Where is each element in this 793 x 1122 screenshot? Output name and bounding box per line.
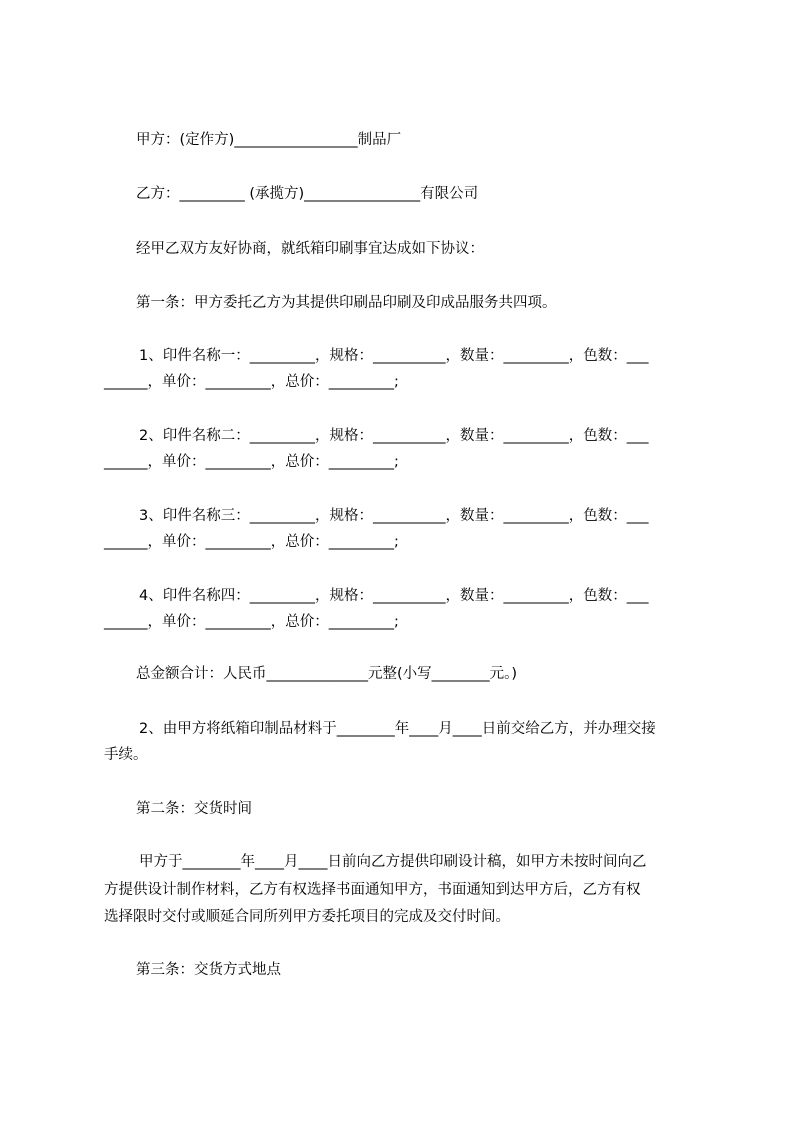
materials-clause-line-2: 手续。 [104, 747, 148, 763]
print-item-2-line-2: ______，单价：_________，总价：_________; [104, 454, 399, 470]
delivery-clause-line-1: 甲方于________年____月____日前向乙方提供印刷设计稿，如甲方未按时间向乙 [139, 854, 647, 870]
print-item-3-line-2: ______，单价：_________，总价：_________; [104, 534, 399, 550]
total-amount-line: 总金额合计：人民币______________元整(小写________元。) [136, 666, 518, 682]
article-1-heading: 第一条：甲方委托乙方为其提供印刷品印刷及印成品服务共四项。 [136, 295, 557, 311]
delivery-clause-line-3: 选择限时交付或顺延合同所列甲方委托项目的完成及交付时间。 [104, 909, 510, 925]
print-item-1-line-2: ______，单价：_________，总价：_________; [104, 374, 399, 390]
article-3-heading: 第三条：交货方式地点 [136, 962, 281, 978]
print-item-4-line-1: 4、印件名称四：_________，规格：__________，数量：_________，色数：___ [139, 588, 649, 604]
print-item-2-line-1: 2、印件名称二：_________，规格：__________，数量：_________，色数：___ [139, 428, 649, 444]
print-item-3-line-1: 3、印件名称三：_________，规格：__________，数量：_________，色数：___ [139, 508, 649, 524]
article-2-heading: 第二条：交货时间 [136, 801, 252, 817]
materials-clause-line-1: 2、由甲方将纸箱印制品材料于________年____月____日前交给乙方，并办理交接 [139, 721, 656, 737]
agreement-intro: 经甲乙双方友好协商，就纸箱印刷事宜达成如下协议： [136, 241, 484, 257]
party-b-line: 乙方：_________ (承揽方)________________有限公司 [136, 186, 479, 202]
print-item-4-line-2: ______，单价：_________，总价：_________; [104, 614, 399, 630]
delivery-clause-line-2: 方提供设计制作材料，乙方有权选择书面通知甲方，书面通知到达甲方后，乙方有权 [104, 882, 641, 898]
print-item-1-line-1: 1、印件名称一：_________，规格：__________，数量：_________，色数：___ [139, 348, 649, 364]
party-a-line: 甲方：(定作方)_________________制品厂 [136, 132, 402, 148]
